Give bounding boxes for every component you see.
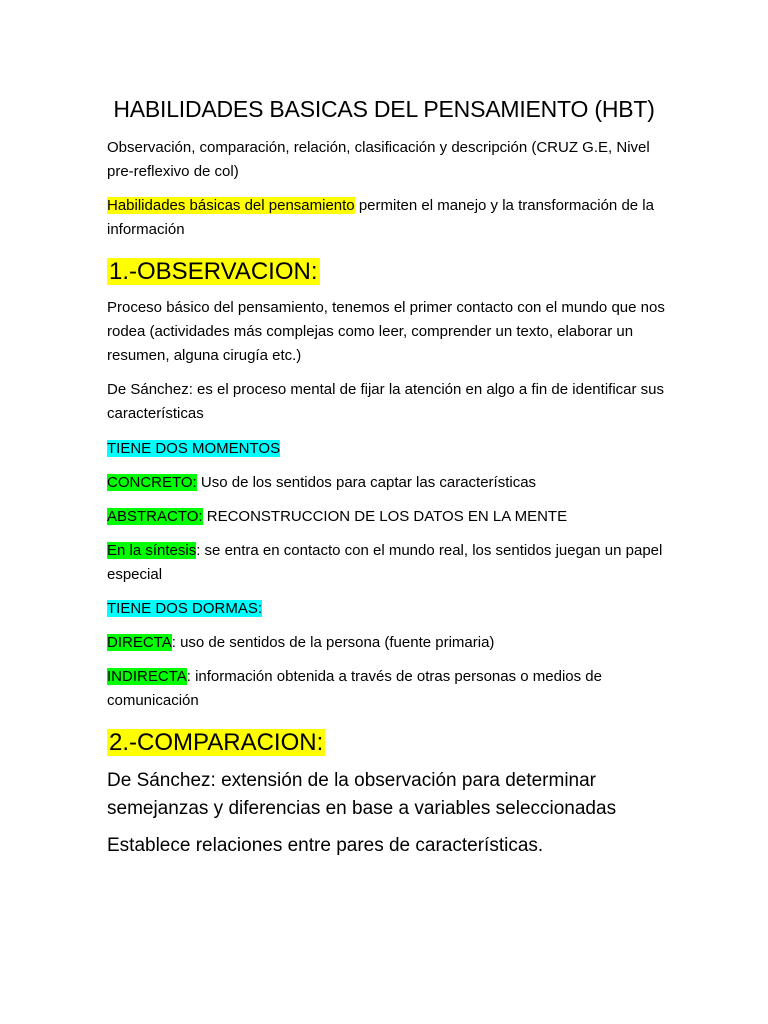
concreto-text: Uso de los sentidos para captar las características (196, 474, 537, 491)
indirecta-term: INDIRECTA (107, 668, 187, 685)
indirecta-text: : información obtenida a través de otras personas o medios de comunicación (107, 668, 602, 709)
intro-paragraph: Observación, comparación, relación, clasificación y descripción (CRUZ G.E, Nivel pre-reflexivo de col) (107, 139, 650, 180)
sintesis-term: En la síntesis (107, 542, 197, 559)
hbp-paragraph (107, 194, 667, 242)
section1-paragraph-2: De Sánchez: es el proceso mental de fijar la atención en algo a fin de identificar sus características (107, 381, 664, 422)
sintesis-paragraph (107, 539, 667, 587)
section2-paragraph-1: De Sánchez: extensión de la observación para determinar semejanzas y diferencias en base a variables seleccionadas (107, 770, 617, 819)
document-title: HABILIDADES BASICAS DEL PENSAMIENTO (HBT) (113, 96, 655, 122)
abstracto-text: RECONSTRUCCION DE LOS DATOS EN LA MENTE (202, 508, 568, 525)
indirecta-paragraph (107, 665, 667, 713)
section1-heading: 1.-OBSERVACION: (109, 258, 318, 285)
sintesis-text: : se entra en contacto con el mundo real, los sentidos juegan un papel especial (107, 542, 663, 583)
directa-term: DIRECTA (107, 634, 172, 651)
section2-heading: 2.-COMPARACION: (109, 729, 324, 756)
forms-label: TIENE DOS DORMAS: (107, 600, 263, 617)
section2-paragraph-2: Establece relaciones entre pares de características. (107, 835, 544, 856)
abstracto-term: ABSTRACTO: (107, 508, 203, 525)
hbp-term: Habilidades básicas del pensamiento (107, 197, 355, 214)
hbp-text: permiten el manejo y la transformación de la información (107, 197, 654, 238)
abstracto-line (107, 505, 667, 529)
section1-paragraph-1: Proceso básico del pensamiento, tenemos el primer contacto con el mundo que nos rodea (actividades más complejas como leer, comprender un texto, elaborar un resumen, alguna cirugía etc.) (107, 299, 665, 364)
moments-label: TIENE DOS MOMENTOS (107, 440, 281, 457)
concreto-line (107, 471, 667, 495)
directa-line (107, 631, 667, 655)
directa-text: : uso de sentidos de la persona (fuente primaria) (171, 634, 495, 651)
concreto-term: CONCRETO: (107, 474, 197, 491)
